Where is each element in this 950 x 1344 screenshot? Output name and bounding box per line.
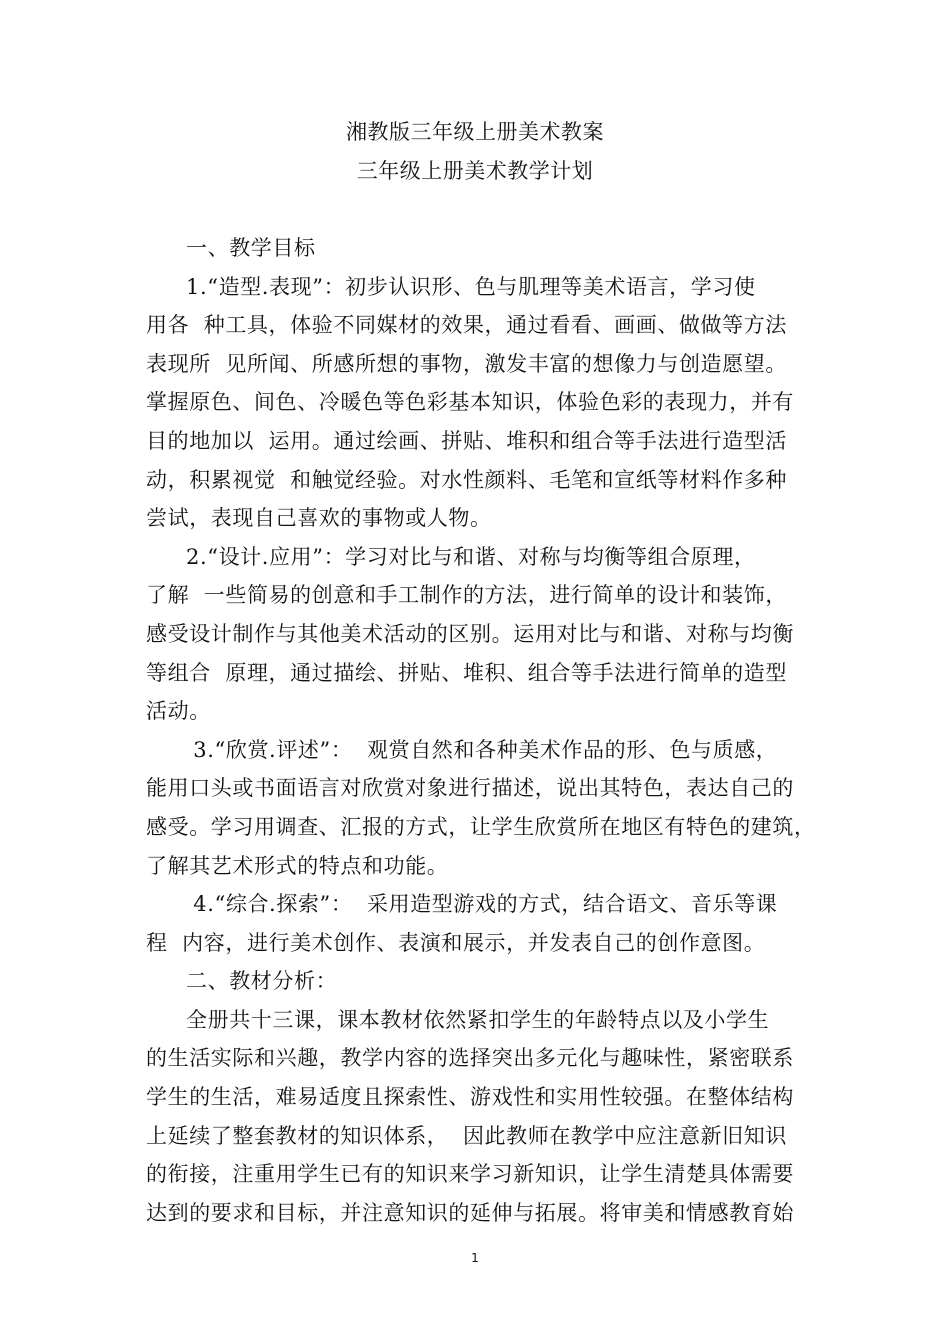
text-line: 表现所 见所闻、所感所想的事物，激发丰富的想像力与创造愿望。: [146, 351, 787, 376]
text-line: 用各 种工具，体验不同媒材的效果，通过看看、画画、做做等方法: [146, 313, 787, 338]
text-line: 感受。学习用调查、汇报的方式，让学生欣赏所在地区有特色的建筑，: [146, 814, 816, 839]
text-line: 全册共十三课，课本教材依然紧扣学生的年龄特点以及小学生: [186, 1007, 770, 1032]
text-line: 尝试，表现自己喜欢的事物或人物。: [146, 506, 492, 531]
text-line: 2.“设计.应用”：学习对比与和谐、对称与均衡等组合原理，: [186, 544, 756, 569]
text-line: 动，积累视觉 和触觉经验。对水性颜料、毛笔和宣纸等材料作多种: [146, 467, 787, 492]
text-line: 活动。: [146, 699, 211, 724]
text-line: 学生的生活，难易适度且探索性、游戏性和实用性较强。在整体结构: [146, 1085, 794, 1110]
text-line: 二、教材分析：: [186, 969, 338, 994]
text-line: 等组合 原理，通过描绘、拼贴、堆积、组合等手法进行简单的造型: [146, 660, 787, 685]
body-text: [146, 229, 816, 1232]
text-line: 3.“欣赏.评述”： 观赏自然和各种美术作品的形、色与质感，: [186, 737, 778, 762]
text-line: 目的地加以 运用。通过绘画、拼贴、堆积和组合等手法进行造型活: [146, 428, 787, 453]
text-line: 上延续了整套教材的知识体系， 因此教师在教学中应注意新旧知识: [146, 1123, 787, 1148]
text-line: 程 内容，进行美术创作、表演和展示，并发表自己的创作意图。: [146, 930, 766, 955]
text-line: 4.“综合.探索”： 采用造型游戏的方式，结合语文、音乐等课: [186, 892, 778, 917]
text-line: 一、教学目标: [186, 236, 316, 260]
text-line: 掌握原色、间色、冷暖色等色彩基本知识，体验色彩的表现力，并有: [146, 390, 794, 415]
text-line: 1.“造型.表现”：初步认识形、色与肌理等美术语言，学习使: [186, 274, 756, 299]
text-line: 能用口头或书面语言对欣赏对象进行描述，说出其特色，表达自己的: [146, 776, 794, 801]
text-line: 达到的要求和目标，并注意知识的延伸与拓展。将审美和情感教育始: [146, 1200, 794, 1225]
text-line: 了解其艺术形式的特点和功能。: [146, 853, 449, 878]
text-line: 的生活实际和兴趣，教学内容的选择突出多元化与趣味性，紧密联系: [146, 1046, 794, 1071]
document-title: 湘教版三年级上册美术教案: [346, 120, 604, 144]
text-line: 了解 一些简易的创意和手工制作的方法，进行简单的设计和装饰，: [146, 583, 787, 608]
page-number: 1: [471, 1251, 479, 1265]
text-line: 的衔接，注重用学生已有的知识来学习新知识，让学生清楚具体需要: [146, 1162, 794, 1187]
document-subtitle: 三年级上册美术教学计划: [356, 159, 594, 183]
text-line: 感受设计制作与其他美术活动的区别。运用对比与和谐、对称与均衡: [146, 621, 794, 646]
